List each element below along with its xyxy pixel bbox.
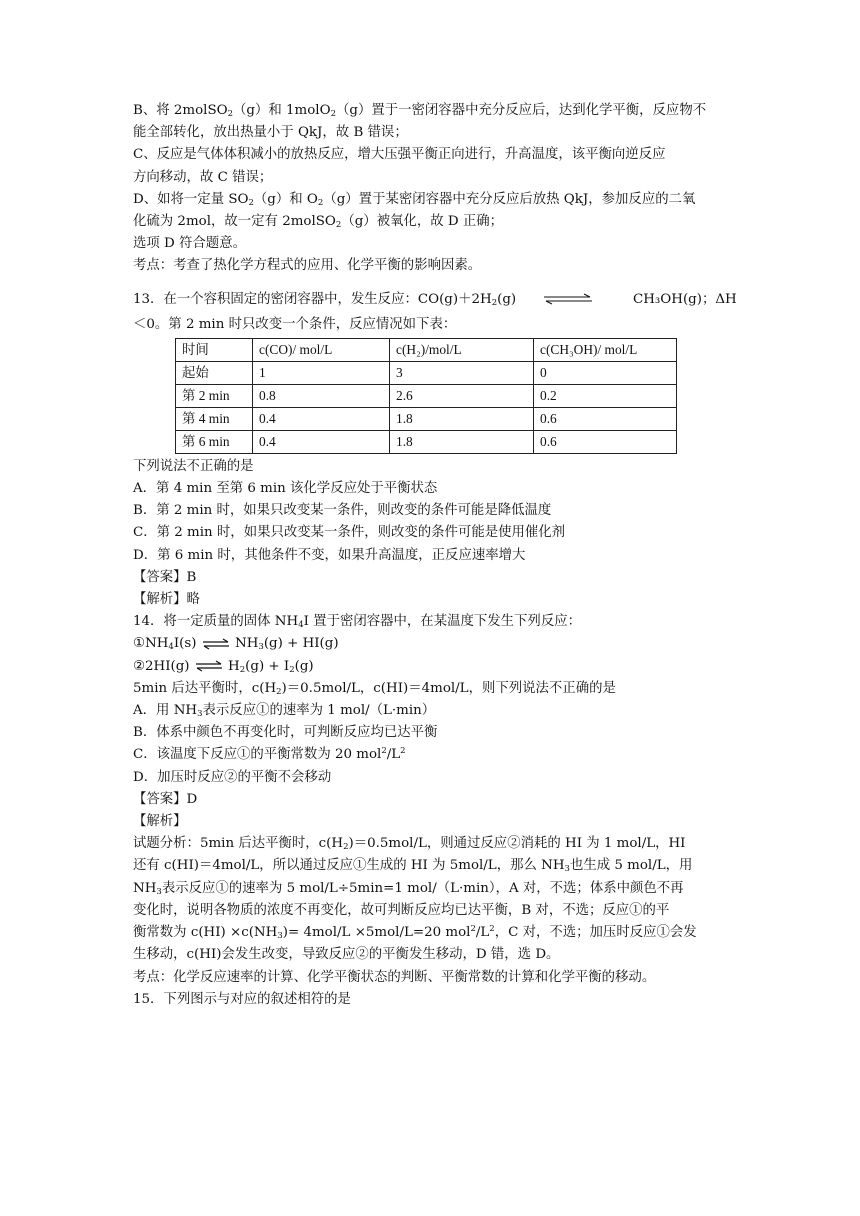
table-cell: 3 — [390, 361, 534, 384]
equilibrium-arrow-icon — [194, 660, 224, 672]
q12-option-c-line2: 方向移动，故 C 错误； — [133, 169, 273, 185]
q15-stem: 15．下列图示与对应的叙述相符的是 — [133, 991, 351, 1007]
table-cell: 起始 — [176, 361, 253, 384]
q12-conclusion: 选项 D 符合题意。 — [133, 236, 246, 252]
q14-analysis-label: 【解析】 — [133, 814, 187, 830]
q13-option-b: B．第 2 min 时，如果只改变某一条件，则改变的条件可能是降低温度 — [133, 503, 552, 519]
q14-option-b: B．体系中颜色不再变化时，可判断反应均已达平衡 — [133, 725, 438, 741]
q13-stem-line2: ＜0。第 2 min 时只改变一个条件，反应情况如下表： — [133, 316, 457, 332]
table-cell: 2.6 — [390, 384, 534, 407]
table-cell: 0.8 — [253, 384, 390, 407]
table-row — [176, 407, 677, 430]
q14-analysis-line4: 变化时，说明各物质的浓度不再变化，故可判断反应均已达平衡，B 对，不选；反应①的平 — [133, 902, 670, 918]
q12-option-b-line1: B、将 2molSO$_2$（g）和 1molO$_2$（g）置于一密闭容器中充分反应后，达到化学平衡，反应物不 — [133, 103, 707, 119]
q13-option-a: A．第 4 min 至第 6 min 该化学反应处于平衡状态 — [133, 481, 438, 497]
q13-answer: 【答案】B — [133, 569, 197, 585]
q14-reaction-1: $①NH_4I(s) NH_3(g) + HI(g)$ — [133, 636, 339, 653]
table-cell: 0.4 — [253, 407, 390, 430]
table-cell: 第 6 min — [176, 430, 253, 453]
table-row — [176, 361, 677, 384]
q14-analysis-line2: 还有 c(HI)＝4mol/L，所以通过反应①生成的 HI 为 5mol/L，那么 $NH_3$也生成 5 mol/L，用 — [133, 858, 693, 875]
equilibrium-arrow-icon — [542, 293, 594, 305]
q13-analysis: 【解析】略 — [133, 592, 200, 608]
q14-analysis-line5: 衡常数为 $c(HI) \times c(NH_3)= 4mol/L \times 5mol/L=20$ $mol^2/L^2$，C 对，不选；加压时反应①会发 — [133, 924, 697, 942]
table-header-row — [176, 338, 677, 361]
q14-analysis-line6: 生移动，c(HI)会发生改变，导致反应②的平衡发生移动，D 错，选 D。 — [133, 947, 560, 963]
table-cell: 1.8 — [390, 407, 534, 430]
table-row — [176, 430, 677, 453]
q13-stem-rhs: CH₃OH(g)；ΔH — [633, 291, 737, 307]
table-cell: 1 — [253, 361, 390, 384]
table-header-cell: 时间 — [176, 338, 253, 361]
table-cell: 第 2 min — [176, 384, 253, 407]
table-cell: 0 — [534, 361, 677, 384]
table-cell: 0.6 — [534, 430, 677, 453]
q14-reaction-2: ②2HI(g) $H_2(g) + I_2(g)$ — [133, 658, 314, 675]
table-row — [176, 384, 677, 407]
table-cell: 1.8 — [390, 430, 534, 453]
q14-condition: 5min 后达平衡时，$c(H_2)=0.5mol/L$，c(HI)＝4mol/L，则下列说法不正确的是 — [133, 680, 616, 697]
q14-kaodian: 考点：化学反应速率的计算、化学平衡状态的判断、平衡常数的计算和化学平衡的移动。 — [133, 969, 656, 985]
table-cell: 第 4 min — [176, 407, 253, 430]
q14-analysis-line1: 试题分析：5min 后达平衡时，$c(H_2)=0.5mol/L$，则通过反应②消耗的 HI 为 1 mol/L，HI — [133, 836, 686, 853]
q12-option-d-line1: D、如将一定量 $SO_2(g)$和 $O_2(g)$置于某密闭容器中充分反应后放热 QkJ，参加反应的二氧 — [133, 191, 696, 208]
table-header-cell: c(CH₃OH)/ mol/L — [534, 338, 677, 361]
table-cell: 0.4 — [253, 430, 390, 453]
q12-option-d-line2: 化硫为 2mol，故一定有 2molSO$_2$（g）被氧化，故 D 正确； — [133, 214, 504, 231]
table-cell: 0.2 — [534, 384, 677, 407]
q14-option-c: C．该温度下反应①的平衡常数为 20 $mol^2/L^2$ — [133, 746, 406, 763]
q13-data-table — [175, 338, 677, 454]
q12-option-b-line2: 能全部转化，放出热量小于 QkJ，故 B 错误； — [133, 125, 408, 141]
table-cell: 0.6 — [534, 407, 677, 430]
document-page — [133, 100, 737, 1011]
q13-option-c: C．第 2 min 时，如果只改变某一条件，则改变的条件可能是使用催化剂 — [133, 525, 566, 541]
q12-kaodian: 考点：考查了热化学方程式的应用、化学平衡的影响因素。 — [133, 258, 482, 274]
q14-stem: 14．将一定质量的固体 $NH_4I$ 置于密闭容器中，在某温度下发生下列反应： — [133, 614, 581, 631]
table-header-cell: c(H₂)/mol/L — [390, 338, 534, 361]
q13-stem-line1: 13．在一个容积固定的密闭容器中，发生反应：$CO(g)+2H_2(g)$ CH₃OH(g)；ΔH — [133, 286, 733, 314]
q13-option-d: D．第 6 min 时，其他条件不变，如果升高温度，正反应速率增大 — [133, 547, 526, 563]
q13-question: 下列说法不正确的是 — [133, 458, 254, 474]
q14-answer: 【答案】D — [133, 791, 198, 807]
q12-option-c-line1: C、反应是气体体积减小的放热反应，增大压强平衡正向进行，升高温度，该平衡向逆反应 — [133, 147, 666, 163]
q14-option-d: D．加压时反应②的平衡不会移动 — [133, 769, 332, 785]
q14-option-a: A．用 $NH_3$表示反应①的速率为 1 mol/（L·min） — [133, 703, 436, 720]
equilibrium-arrow-icon — [201, 638, 231, 650]
table-header-cell: c(CO)/ mol/L — [253, 338, 390, 361]
q14-analysis-line3: $NH_3$表示反应①的速率为 5 mol/L÷5min=1 mol/（L·min），A 对，不选；体系中颜色不再 — [133, 880, 684, 897]
